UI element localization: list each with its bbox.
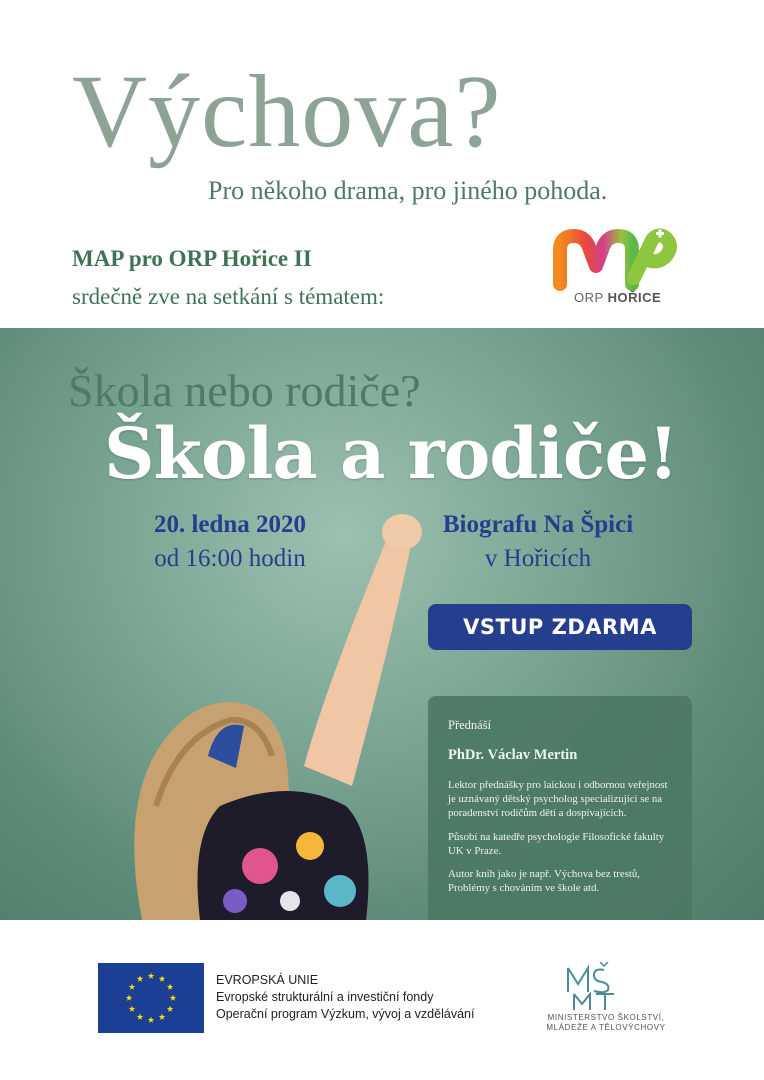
msmt-logo-icon [560,962,620,1012]
event-city: v Hořicích [484,545,592,572]
eu-line-3: Operační program Výzkum, vývoj a vzdělávání [216,1007,475,1021]
event-venue: Biografu Na Špici [442,511,634,538]
ministry-line-1: MINISTERSTVO ŠKOLSTVÍ, [547,1013,665,1022]
event-datetime [110,508,350,576]
organizer-name: MAP pro ORP Hořice II [72,246,312,271]
ministry-name [536,1013,676,1033]
hero-question: Škola nebo rodiče? [68,365,421,416]
lecturer-bio-3: Autor knih jako je např. Výchova bez trestů, Problémy s chováním ve škole atd. [448,868,640,895]
eu-flag-icon [98,963,204,1033]
map-logo-caption: ORP HOŘICE [574,290,662,305]
lecturer-label: Přednáší [448,718,492,732]
lecturer-bio-1: Lektor přednášky pro laickou i odbornou veřejnost je uznávaný dětský psycholog specializující se na poradenství rodičům dětí a dospívajících. [448,779,668,820]
page-title: Výchova? [72,54,502,169]
page-subtitle: Pro někoho drama, pro jiného pohoda. [208,176,608,205]
eu-line-2: Evropské strukturální a investiční fondy [216,990,434,1004]
hero-headline: Škola a rodiče! [104,412,678,495]
eu-line-1: EVROPSKÁ UNIE [216,973,319,987]
admission-badge: VSTUP ZDARMA [428,604,692,650]
lecturer-bio-2: Působí na katedře psychologie Filosofické fakulty UK v Praze. [448,830,665,857]
event-date: 20. ledna 2020 [153,511,307,538]
event-location [410,508,666,576]
hero-section [0,328,764,920]
lecturer-name: PhDr. Václav Mertin [448,747,578,763]
event-time: od 16:00 hodin [154,545,306,572]
eu-funding-text [216,972,474,1023]
lecturer-card [428,696,692,920]
ministry-line-2: MLÁDEŽE A TĚLOVÝCHOVY [546,1023,666,1032]
invitation-text: srdečně zve na setkání s tématem: [72,284,385,309]
